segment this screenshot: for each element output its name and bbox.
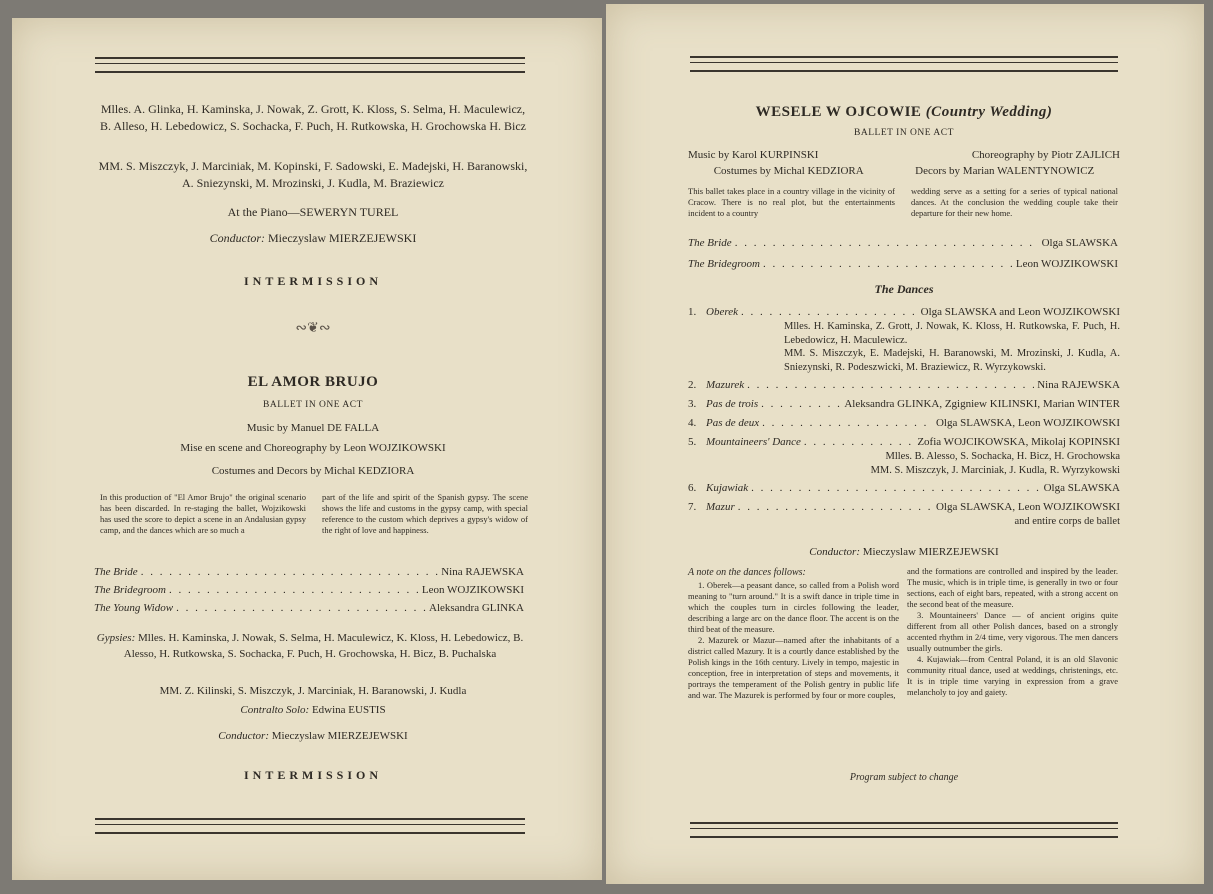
description-col-1: In this production of "El Amor Brujo" the original scenario has been discarded. In re-staging the ballet, Wojzikowski has used the score to depict a scene in an Andalusian gypsy camp, and the dances which are so much a	[100, 492, 306, 535]
cast-mm: MM. S. Miszczyk, J. Marciniak, M. Kopinski, F. Sadowski, E. Madejski, H. Baranowski, A. Sniezynski, M. Mrozinski, J. Kudla, M. Braziewicz	[98, 159, 528, 190]
dance-name: Mazurek	[706, 379, 745, 391]
dance-row	[688, 416, 1120, 431]
dance-item	[688, 435, 1120, 477]
conductor-label: Conductor:	[209, 231, 266, 245]
dance-performers: Olga SLAWSKA, Leon WOJZIKOWSKI	[935, 501, 1120, 513]
dance-number: 2.	[688, 379, 697, 391]
dance-item	[688, 397, 1120, 412]
dance-performers: Olga SLAWSKA, Leon WOJZIKOWSKI	[935, 417, 1120, 429]
piano-credit: At the Piano—SEWERYN TUREL	[227, 205, 399, 219]
dance-performers: Zofia WOJCIKOWSKA, Mikolaj KOPINSKI	[917, 436, 1120, 448]
dance-performers: Olga SLAWSKA	[1043, 482, 1120, 494]
dance-performers: Nina RAJEWSKA	[1037, 379, 1120, 391]
dance-number: 5.	[688, 436, 697, 448]
dance-row	[688, 378, 1120, 393]
dance-item	[688, 416, 1120, 431]
dance-number: 4.	[688, 417, 697, 429]
role-row: The Young Widow . . . Aleksandra GLINKA	[94, 599, 524, 617]
program-footer: Program subject to change	[849, 772, 959, 783]
gypsies-mm: MM. Z. Kilinski, S. Miszczyk, J. Marciniak, H. Baranowski, J. Kudla	[159, 685, 467, 697]
dance-name: Kujawiak	[706, 482, 749, 494]
music-credit: Music by Manuel DE FALLA	[246, 422, 380, 434]
conductor-line: Conductor: Mieczyslaw MIERZEJEWSKI	[809, 546, 999, 558]
costumes-credit: Costumes and Decors by Michal KEDZIORA	[211, 465, 415, 477]
notes-heading: A note on the dances follows:	[688, 567, 806, 578]
contralto-line: Contralto Solo: Edwina EUSTIS	[240, 704, 386, 716]
role-list	[94, 563, 524, 617]
music-credit: Music by Karol KURPINSKI	[688, 149, 819, 161]
note-paragraph: and the formations are controlled and inspired by the leader. The music, which is in triple time, is generally in two or four sections, each of eight bars, repeated, with a strong accent on the second beat of the measure.	[907, 566, 1118, 609]
dance-extra-cast: MM. S. Miszczyk, J. Marciniak, J. Kudla, R. Wyrzykowski	[870, 464, 1120, 476]
intermission-2: INTERMISSION	[243, 768, 383, 782]
dance-number: 1.	[688, 306, 697, 318]
dance-item	[688, 305, 1120, 374]
dance-row	[688, 397, 1120, 412]
dance-item	[688, 500, 1120, 529]
note-paragraph: 4. Kujawiak—from Central Poland, it is an old Slavonic community ritual dance, used at weddings, christenings, etc. It is in triple time varying in expression from a grave melancholy to joy and gaiety.	[907, 654, 1118, 697]
top-rule	[690, 56, 1118, 72]
dance-extra-cast: Mlles. B. Alesso, S. Sochacka, H. Bicz, H. Grochowska	[885, 451, 1120, 462]
dance-number: 7.	[688, 501, 697, 513]
cast-mlles: Mlles. A. Glinka, H. Kaminska, J. Nowak, Z. Grott, K. Kloss, S. Selma, H. Maculewicz, B. Alleso, H. Lebedowicz, S. Sochacka, F. Puch, H. Rutkowska, H. Grochowska H. Bicz	[100, 102, 526, 133]
ornament-icon: ∾❦∾	[295, 321, 331, 336]
choreography-credit: Choreography by Piotr ZAJLICH	[971, 149, 1120, 161]
ballet-subtitle: BALLET IN ONE ACT	[854, 128, 954, 138]
bottom-rule	[95, 818, 525, 834]
mise-credit: Mise en scene and Choreography by Leon WOJZIKOWSKI	[180, 442, 446, 454]
conductor-name: Mieczyslaw MIERZEJEWSKI	[268, 231, 417, 245]
description-col-2: part of the life and spirit of the Spanish gypsy. The scene shows the life and customs in the gypsy camp, with special reference to the custom which deprives a gypsy's widow of the right of love and happiness.	[322, 492, 528, 535]
right-page	[606, 4, 1204, 884]
dance-performers: Olga SLAWSKA and Leon WOJZIKOWSKI	[920, 306, 1120, 318]
ballet-description	[688, 186, 1118, 219]
dance-name: Pas de trois	[706, 398, 759, 410]
conductor-line-2: Conductor: Mieczyslaw MIERZEJEWSKI	[218, 730, 408, 742]
dance-extra-cast: and entire corps de ballet	[1014, 516, 1120, 527]
dance-number: 6.	[688, 482, 697, 494]
ballet-description	[100, 492, 528, 536]
dance-extra-cast: MM. S. Miszczyk, E. Madejski, H. Baranowski, M. Mrozinski, J. Kudla, A. Sniezynski, R. Podeszwicki, M. Braziewicz, R. Wyrzykowski.	[784, 348, 1120, 373]
costumes-credit: Costumes by Michal KEDZIORA	[713, 165, 864, 177]
note-paragraph: 3. Mountaineers' Dance — of ancient origins quite different from all other Polish dances, based on a strongly accented rhythm in 2/4 time, very vigorous. The men dancers usually outnumber the girls.	[907, 610, 1118, 653]
dance-performers: Aleksandra GLINKA, Zgigniew KILINSKI, Marian WINTER	[844, 398, 1120, 410]
ballet-title: EL AMOR BRUJO	[247, 374, 379, 390]
description-col-1: This ballet takes place in a country village in the vicinity of Cracow. There is no real plot, but the entertainments incident to a country	[688, 186, 895, 218]
dance-number: 3.	[688, 398, 697, 410]
dance-list	[688, 305, 1120, 533]
dance-name: Mountaineers' Dance	[706, 436, 801, 448]
role-list	[688, 233, 1118, 275]
intermission-1: INTERMISSION	[243, 274, 383, 288]
dance-name: Pas de deux	[706, 417, 760, 429]
gypsies-cast: Gypsies: Mlles. H. Kaminska, J. Nowak, S. Selma, H. Maculewicz, K. Kloss, H. Lebedowicz, B. Alesso, H. Rutkowska, S. Sochacka, F. Puch, H. Grochowska, H. Bicz, B. Puchalska	[96, 632, 524, 660]
dance-name: Oberek	[706, 306, 738, 318]
notes-col-2	[907, 566, 1118, 701]
credits	[688, 147, 1120, 179]
notes-col-1	[688, 566, 899, 701]
dance-row	[688, 500, 1120, 515]
description-col-2: wedding serve as a setting for a series of typical national dances. At the conclusion the wedding couple take their departure for their new home.	[911, 186, 1118, 218]
note-paragraph: 1. Oberek—a peasant dance, so called from a Polish word meaning to "turn around." It is a swift dance in triple time in which the couples turn in circles following the leader, describing a large arc on the dance floor. The accent is on the third beat of the measure.	[688, 580, 899, 634]
role-row: The Bridegroom . . . Leon WOJZIKOWSKI	[688, 254, 1118, 275]
left-page	[12, 18, 602, 880]
ballet-subtitle: BALLET IN ONE ACT	[263, 400, 363, 410]
dance-extra-cast: Mlles. H. Kaminska, Z. Grott, J. Nowak, K. Kloss, H. Rutkowska, F. Puch, H. Lebedowicz, H. Maculewicz.	[784, 321, 1120, 346]
dance-row	[688, 481, 1120, 496]
note-paragraph: 2. Mazurek or Mazur—named after the inhabitants of a district called Mazury. It is a courtly dance established by the Polish kings in the 16th century. Lively in tempo, majestic in conception, free in interpretation of steps and movements, it portrays the temperament of the Polish gentry in public life and war. The Mazurek is performed by four or more couples,	[688, 635, 899, 700]
top-rule	[95, 57, 525, 73]
decors-credit: Decors by Marian WALENTYNOWICZ	[915, 165, 1095, 177]
dance-row	[688, 305, 1120, 320]
role-row: The Bride . . . Olga SLAWSKA	[688, 233, 1118, 254]
dance-notes	[688, 566, 1118, 701]
dance-name: Mazur	[706, 501, 735, 513]
conductor-line-1	[98, 230, 528, 247]
dance-item	[688, 378, 1120, 393]
bottom-rule	[690, 822, 1118, 838]
dance-row	[688, 435, 1120, 450]
role-row: The Bridegroom . . . Leon WOJZIKOWSKI	[94, 581, 524, 599]
role-row: The Bride . . . Nina RAJEWSKA	[94, 563, 524, 581]
ballet-title: WESELE W OJCOWIE (Country Wedding)	[755, 104, 1053, 120]
dance-item	[688, 481, 1120, 496]
dances-heading: The Dances	[874, 282, 934, 296]
